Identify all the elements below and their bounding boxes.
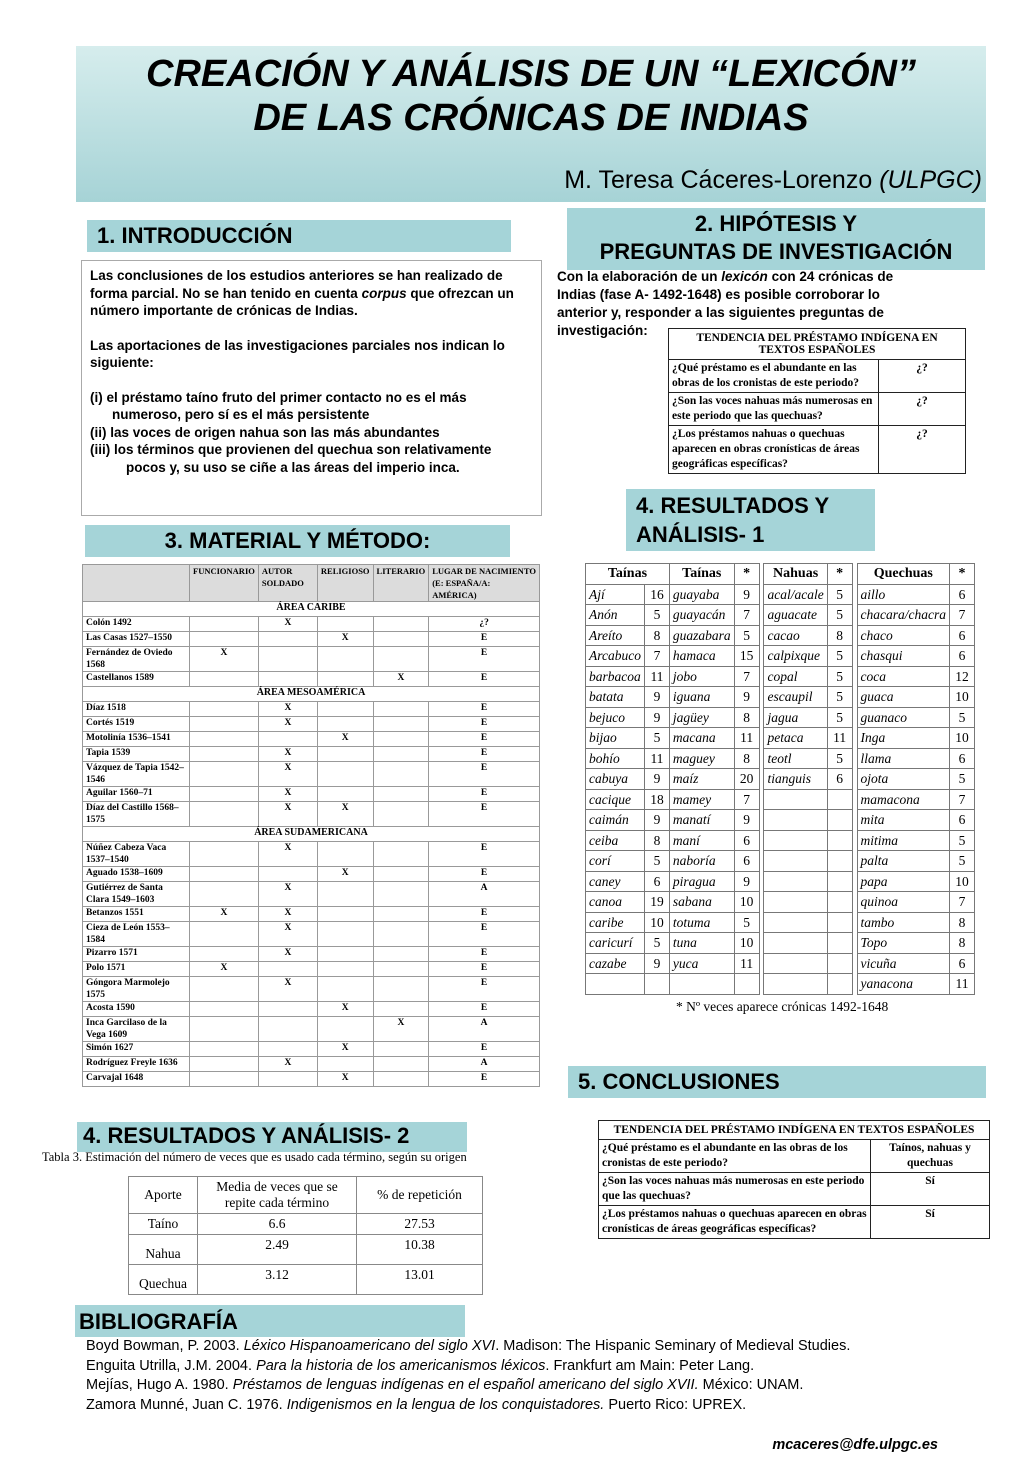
- table-header: Quechuas: [857, 564, 949, 585]
- contact-email[interactable]: mcaceres@dfe.ulpgc.es: [772, 1437, 938, 1453]
- table-row: Areíto 8 guazabara 5 cacao 8 chaco 6: [586, 625, 975, 646]
- table-row: Díaz del Castillo 1568–1575 X X E: [83, 802, 540, 827]
- intro-paragraph-2: Las aportaciones de las investigaciones parciales nos indican lo siguiente:: [90, 337, 505, 370]
- table-row: Quechua 3.12 13.01: [129, 1265, 483, 1295]
- bibliography-entry: Enguita Utrilla, J.M. 2004. Para la historia de los americanismos léxicos. Frankfurt am Main: Peter Lang.: [86, 1357, 755, 1374]
- title-line-1: CREACIÓN Y ANÁLISIS DE UN “LEXICÓN”: [146, 53, 916, 95]
- table-row: ¿Qué préstamo es el abundante en las obras de los cronistas de este periodo? Taínos, nahuas y quechuas: [599, 1140, 990, 1173]
- method-table: [82, 564, 540, 1087]
- table-header: *: [950, 564, 975, 585]
- intro-list: [90, 389, 533, 477]
- table-row: Tapia 1539 X E: [83, 747, 540, 762]
- table-header: Aporte: [129, 1177, 198, 1214]
- table-header: Taínas: [669, 564, 734, 585]
- table-row: Anón 5 guayacán 7 aguacate 5 chacara/chacra 7: [586, 605, 975, 626]
- table-row: Aguado 1538–1609 X E: [83, 867, 540, 882]
- table-row: cacique 18 mamey 7 mamacona 7: [586, 789, 975, 810]
- table-row: bijao 5 macana 11 petaca 11 Inga 10: [586, 728, 975, 749]
- table-row: ¿Qué préstamo es el abundante en las obras de los cronistas de este periodo? ¿?: [669, 360, 966, 393]
- table-row: Aguilar 1560–71 X E: [83, 787, 540, 802]
- table-row: caimán 9 manatí 9 mita 6: [586, 810, 975, 831]
- table-row: caribe 10 totuma 5 tambo 8: [586, 912, 975, 933]
- table-row: caney 6 piragua 9 papa 10: [586, 871, 975, 892]
- area-row: ÁREA CARIBE: [83, 602, 540, 617]
- table-row: bohío 11 maguey 8 teotl 5 llama 6: [586, 748, 975, 769]
- table-row: Nahua 2.49 10.38: [129, 1235, 483, 1265]
- table-row: ¿Los préstamos nahuas o quechuas aparecen en obras cronísticas de áreas geográficas específicas? ¿?: [669, 426, 966, 474]
- intro-paragraph-1: Las conclusiones de los estudios anteriores se han realizado de forma parcial. No se han tenido en cuenta corpus que ofrezcan un número importante de crónicas de Indias.: [90, 268, 514, 318]
- table-row: Las Casas 1527–1550 X E: [83, 632, 540, 647]
- bibliography-entry: Boyd Bowman, P. 2003. Léxico Hispanoamericano del siglo XVI. Madison: The Hispanic Seminary of Medieval Studies.: [86, 1338, 851, 1354]
- table3-caption: Tabla 3. Estimación del número de veces que es usado cada término, según su origen: [42, 1150, 467, 1164]
- table-row: Motolinía 1536–1541 X E: [83, 732, 540, 747]
- method-heading: 3. MATERIAL Y MÉTODO:: [85, 525, 510, 557]
- table-row: Góngora Marmolejo 1575 X E: [83, 977, 540, 1002]
- intro-heading: 1. INTRODUCCIÓN: [87, 220, 511, 252]
- table-row: Cieza de León 1553–1584 X E: [83, 922, 540, 947]
- table-header: FUNCIONARIO: [190, 565, 259, 602]
- author-line: [564, 166, 982, 195]
- author-affiliation: (ULPGC): [879, 166, 982, 194]
- table-header: Nahuas: [764, 564, 827, 585]
- bibliography-entry: Zamora Munné, Juan C. 1976. Indigenismos en la lengua de los conquistadores. Puerto Rico: UPREX.: [86, 1396, 747, 1413]
- table-header: AUTOR SOLDADO: [258, 565, 317, 602]
- table-row: Fernández de Oviedo 1568 X E: [83, 647, 540, 672]
- conclusions-table-title: TENDENCIA DEL PRÉSTAMO INDÍGENA EN TEXTOS ESPAÑOLES: [599, 1121, 990, 1140]
- results1-heading: 4. RESULTADOS Y ANÁLISIS- 1: [626, 489, 875, 551]
- origin-stats-table: [128, 1176, 483, 1295]
- table-row: Gutiérrez de Santa Clara 1549–1603 X A: [83, 882, 540, 907]
- table-header: [83, 565, 190, 602]
- hypothesis-text: Con la elaboración de un lexicón con 24 crónicas de Indias (fase A- 1492-1648) es posible corroborar lo anterior y, responder a las siguientes preguntas de investigación:: [557, 269, 894, 338]
- table-row: Núñez Cabeza Vaca 1537–1540 X E: [83, 842, 540, 867]
- author-name: M. Teresa Cáceres-Lorenzo: [564, 166, 873, 194]
- intro-item: (ii) las voces de origen nahua son las más abundantes: [90, 424, 440, 440]
- table-row: Pizarro 1571 X E: [83, 947, 540, 962]
- lexicon-table: [585, 563, 975, 995]
- table-row: cabuya 9 maíz 20 tianguis 6 ojota 5: [586, 769, 975, 790]
- table-row: Vázquez de Tapia 1542–1546 X E: [83, 762, 540, 787]
- table-row: batata 9 iguana 9 escaupil 5 guaca 10: [586, 687, 975, 708]
- intro-item: (iii) los términos que provienen del quechua son relativamente pocos y, su uso se ciñe a las áreas del imperio inca.: [90, 442, 492, 475]
- bibliography-heading: BIBLIOGRAFÍA: [75, 1305, 465, 1337]
- table-row: Carvajal 1648 X E: [83, 1072, 540, 1087]
- table-header: LITERARIO: [373, 565, 429, 602]
- table-row: canoa 19 sabana 10 quinoa 7: [586, 892, 975, 913]
- table-row: ceiba 8 maní 6 mitima 5: [586, 830, 975, 851]
- table-row: corí 5 naboría 6 palta 5: [586, 851, 975, 872]
- table-row: Rodríguez Freyle 1636 X A: [83, 1057, 540, 1072]
- table-row: Polo 1571 X E: [83, 962, 540, 977]
- table-row: yanacona 11: [586, 974, 975, 995]
- hypothesis-table: [668, 328, 966, 474]
- table-header: Taínas: [586, 564, 670, 585]
- table-row: Arcabuco 7 hamaca 15 calpixque 5 chasqui 6: [586, 646, 975, 667]
- conclusions-table: [598, 1120, 990, 1239]
- table-row: ¿Son las voces nahuas más numerosas en este periodo que las quechuas? Sí: [599, 1173, 990, 1206]
- area-row: ÁREA MESOAMÉRICA: [83, 687, 540, 702]
- hypothesis-table-title: TENDENCIA DEL PRÉSTAMO INDÍGENA EN TEXTOS ESPAÑOLES: [669, 329, 966, 360]
- table-row: Betanzos 1551 X X E: [83, 907, 540, 922]
- table-row: ¿Son las voces nahuas más numerosas en este periodo que las quechuas? ¿?: [669, 393, 966, 426]
- table-row: bejuco 9 jagüey 8 jagua 5 guanaco 5: [586, 707, 975, 728]
- table-row: Inca Garcilaso de la Vega 1609 X A: [83, 1017, 540, 1042]
- table-row: Cortés 1519 X E: [83, 717, 540, 732]
- area-row: ÁREA SUDAMERICANA: [83, 827, 540, 842]
- table-header: LUGAR DE NACIMIENTO (E: ESPAÑA/A: AMÉRICA): [429, 565, 540, 602]
- table-row: Díaz 1518 X E: [83, 702, 540, 717]
- table-row: Ají 16 guayaba 9 acal/acale 5 aillo 6: [586, 584, 975, 605]
- table-header: RELIGIOSO: [317, 565, 373, 602]
- table-row: barbacoa 11 jobo 7 copal 5 coca 12: [586, 666, 975, 687]
- table-row: Simón 1627 X E: [83, 1042, 540, 1057]
- table-row: ¿Los préstamos nahuas o quechuas aparecen en obras cronísticas de áreas geográficas específicas? Sí: [599, 1206, 990, 1239]
- intro-box: [81, 260, 542, 516]
- table-row: Taíno 6.6 27.53: [129, 1214, 483, 1235]
- table-row: cazabe 9 yuca 11 vicuña 6: [586, 953, 975, 974]
- table-header: *: [827, 564, 852, 585]
- table-row: Castellanos 1589 X E: [83, 672, 540, 687]
- hypothesis-heading: 2. HIPÓTESIS Y PREGUNTAS DE INVESTIGACIÓN: [567, 208, 985, 270]
- table-row: Colón 1492 X ¿?: [83, 617, 540, 632]
- table-header: % de repetición: [357, 1177, 483, 1214]
- bibliography-list: [86, 1337, 966, 1415]
- results2-heading: 4. RESULTADOS Y ANÁLISIS- 2: [77, 1122, 467, 1152]
- poster-title: [76, 52, 986, 140]
- conclusions-heading: 5. CONCLUSIONES: [568, 1066, 986, 1098]
- table-header: *: [734, 564, 759, 585]
- lexicon-footnote: * Nº veces aparece crónicas 1492-1648: [676, 999, 889, 1014]
- table-row: Acosta 1590 X E: [83, 1002, 540, 1017]
- intro-item: (i) el préstamo taíno fruto del primer contacto no es el más numeroso, pero sí es el más persistente: [90, 389, 467, 422]
- title-line-2: DE LAS CRÓNICAS DE INDIAS: [253, 97, 809, 139]
- table-header: Media de veces que se repite cada término: [198, 1177, 357, 1214]
- bibliography-entry: Mejías, Hugo A. 1980. Préstamos de lenguas indígenas en el español americano del siglo XVII. México: UNAM.: [86, 1377, 804, 1393]
- table-row: caricurí 5 tuna 10 Topo 8: [586, 933, 975, 954]
